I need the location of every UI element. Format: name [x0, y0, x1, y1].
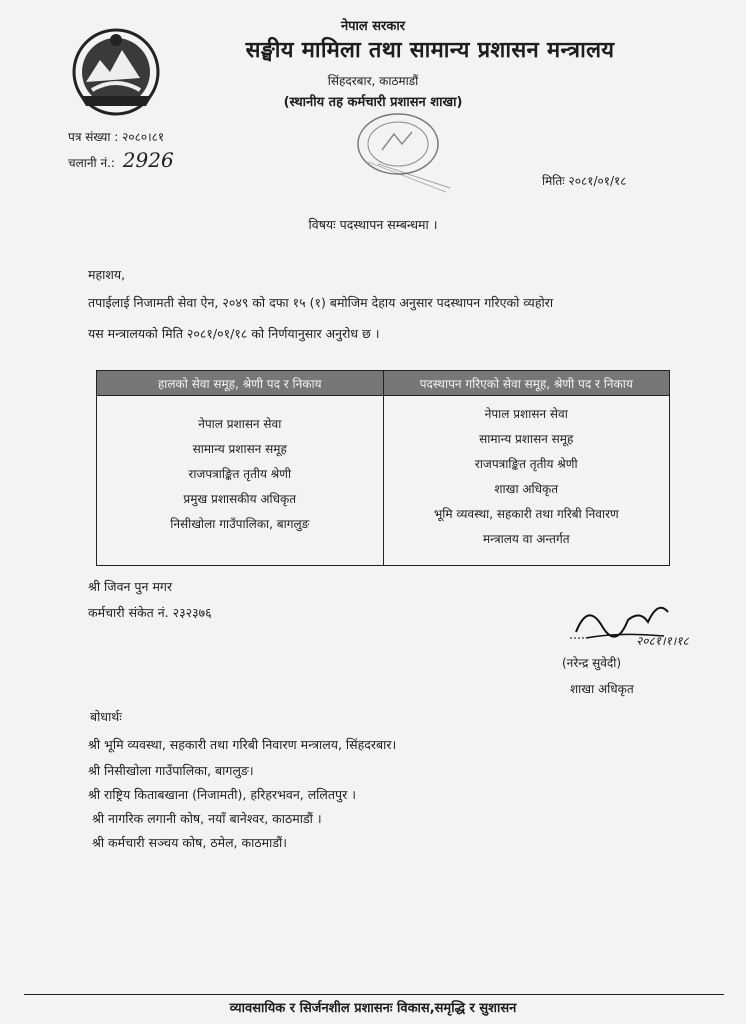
new-post: शाखा अधिकृत — [494, 482, 559, 496]
table-header-current: हालको सेवा समूह, श्रेणी पद र निकाय — [97, 371, 384, 396]
letter-subject: विषयः पदस्थापन सम्बन्धमा । — [308, 217, 438, 232]
footer-divider — [24, 994, 724, 995]
cc-item: श्री भूमि व्यवस्था, सहकारी तथा गरिबी निवारण मन्त्रालय, सिंहदरबार। — [88, 737, 397, 752]
table-header-new: पदस्थापन गरिएको सेवा समूह, श्रेणी पद र निकाय — [383, 371, 670, 396]
new-class: राजपत्राङ्कित तृतीय श्रेणी — [474, 457, 578, 471]
employee-code: कर्मचारी संकेत नं. २३२३७६ — [88, 605, 212, 620]
bodhartha-label: बोधार्थः — [90, 709, 122, 724]
signatory-title: शाखा अधिकृत — [570, 682, 634, 696]
current-class: राजपत्राङ्कित तृतीय श्रेणी — [188, 467, 292, 481]
branch-name: (स्थानीय तह कर्मचारी प्रशासन शाखा) — [283, 95, 463, 110]
signature-date: २०८१।१।१८ — [636, 634, 689, 648]
cc-item: श्री निसीखोला गाउँपालिका, बागलुङ। — [88, 763, 254, 778]
office-stamp — [338, 104, 456, 194]
new-posting-cell — [383, 396, 670, 566]
recipient-name: श्री जिवन पुन मगर — [88, 579, 173, 594]
body-line-2: यस मन्त्रालयको मिति २०८१/०१/१८ को निर्णयानुसार अनुरोध छ । — [88, 326, 380, 341]
office-location: सिंहदरबार, काठमाडौं — [327, 74, 419, 88]
current-posting-cell — [97, 396, 384, 566]
letter-date: मितिः २०८१/०१/१८ — [542, 174, 627, 188]
current-office: निसीखोला गाउँपालिका, बागलुङ — [170, 517, 310, 531]
chalani-number: चलानी नं.: 2926 — [68, 148, 174, 172]
current-post: प्रमुख प्रशासकीय अधिकृत — [183, 492, 297, 506]
current-service: नेपाल प्रशासन सेवा — [198, 417, 282, 431]
new-office-cont: मन्त्रालय वा अन्तर्गत — [482, 532, 570, 546]
patra-sankhya: पत्र संख्या : २०८०।८१ — [68, 130, 165, 144]
cc-item: श्री कर्मचारी सञ्चय कोष, ठमेल, काठमाडौं। — [92, 835, 287, 850]
government-title: नेपाल सरकार — [340, 19, 406, 34]
current-group: सामान्य प्रशासन समूह — [192, 442, 287, 456]
ministry-title: सङ्घीय मामिला तथा सामान्य प्रशासन मन्त्रालय — [245, 38, 615, 63]
posting-table — [96, 370, 670, 566]
salutation: महाशय, — [88, 267, 126, 282]
cc-item: श्री राष्ट्रिय किताबखाना (निजामती), हरिहरभवन, ललितपुर । — [88, 787, 356, 802]
cc-item: श्री नागरिक लगानी कोष, नयाँ बानेश्वर, काठमाडौं । — [92, 811, 322, 826]
footer-slogan: व्यावसायिक र सिर्जनशील प्रशासनः विकास,समृद्धि र सुशासन — [229, 1001, 517, 1016]
body-line-1: तपाईलाई निजामती सेवा ऐन, २०४९ को दफा १५ (१) बमोजिम देहाय अनुसार पदस्थापन गरिएको व्यहोरा — [88, 295, 554, 310]
signatory-name: (नरेन्द्र सुवेदी) — [562, 656, 622, 670]
new-group: सामान्य प्रशासन समूह — [479, 432, 574, 446]
new-office: भूमि व्यवस्था, सहकारी तथा गरिबी निवारण — [433, 507, 619, 521]
new-service: नेपाल प्रशासन सेवा — [484, 407, 568, 421]
